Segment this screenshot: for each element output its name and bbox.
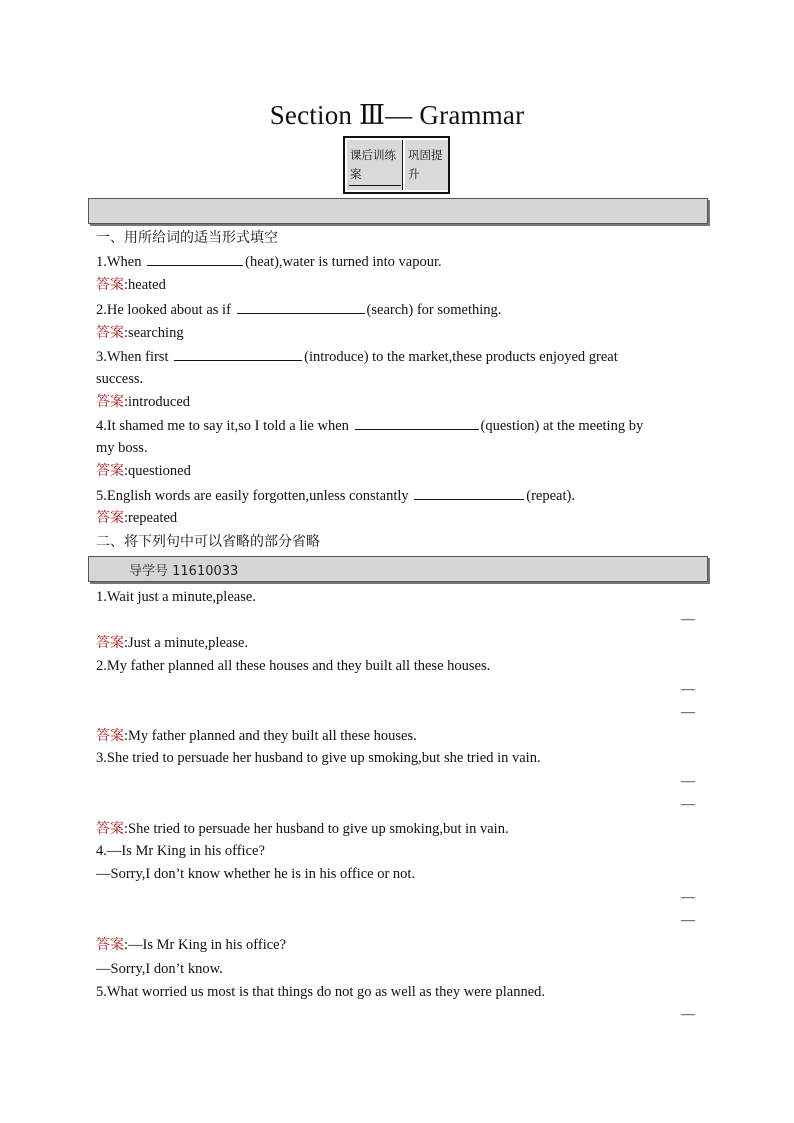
p2-answer-3	[96, 820, 509, 838]
question-3-cont: success.	[96, 371, 144, 387]
question-number: 2	[96, 302, 104, 318]
question-number: 5	[96, 984, 104, 1000]
question-number: 1	[96, 589, 104, 605]
question-text: .English words are easily forgotten,unless constantly	[103, 488, 409, 504]
answer-1	[96, 276, 166, 294]
question-text: .—Is Mr King in his office?	[103, 843, 265, 859]
question-number: 4	[96, 418, 104, 434]
question-number: 4	[96, 843, 104, 859]
answer-label: 答案	[96, 635, 124, 651]
question-text: .She tried to persuade her husband to give up smoking,but she tried in vain.	[103, 750, 541, 766]
answer-label: 答案	[96, 394, 124, 410]
answer-text: :heated	[124, 277, 166, 293]
answer-blank[interactable]	[237, 300, 365, 314]
answer-text: :—Is Mr King in his office?	[124, 937, 287, 953]
p2-answer-4	[96, 936, 286, 954]
answer-label: 答案	[96, 821, 124, 837]
question-4	[96, 416, 643, 435]
answer-blank[interactable]	[174, 347, 302, 361]
question-2	[96, 300, 501, 319]
answer-3	[96, 393, 190, 411]
answer-2	[96, 324, 184, 342]
answer-5	[96, 509, 177, 527]
answer-text: :searching	[124, 325, 184, 341]
answer-label: 答案	[96, 728, 124, 744]
question-number: 1	[96, 254, 104, 270]
p2-question-3	[96, 749, 541, 767]
question-number: 5	[96, 488, 104, 504]
question-text: .When first	[103, 349, 169, 365]
question-hint: (search) for something.	[366, 302, 502, 318]
question-text: .It shamed me to say it,so I told a lie when	[103, 418, 349, 434]
answer-line-dash: —	[681, 705, 695, 720]
p2-question-2	[96, 657, 490, 675]
question-4-cont: my boss.	[96, 440, 148, 456]
answer-text: :She tried to persuade her husband to give up smoking,but in vain.	[124, 821, 509, 837]
answer-text: :introduced	[124, 394, 191, 410]
question-3	[96, 347, 618, 366]
answer-label: 答案	[96, 325, 124, 341]
section-tag	[343, 136, 450, 194]
question-number: 3	[96, 349, 104, 365]
answer-blank[interactable]	[147, 252, 243, 266]
question-5	[96, 486, 575, 505]
question-text: .He looked about as if	[103, 302, 231, 318]
answer-line-dash: —	[681, 682, 695, 697]
question-hint: (introduce) to the market,these products enjoyed great	[304, 349, 618, 365]
p2-answer-1	[96, 634, 248, 652]
answer-line-dash: —	[681, 612, 695, 627]
answer-label: 答案	[96, 277, 124, 293]
answer-text: :Just a minute,please.	[124, 635, 249, 651]
answer-line-dash: —	[681, 1007, 695, 1022]
guide-bar	[88, 556, 708, 582]
tag-underline	[349, 185, 401, 186]
answer-label: 答案	[96, 510, 124, 526]
tag-cell-homework: 课后训练案	[347, 140, 403, 190]
p2-answer-2	[96, 727, 417, 745]
question-text: .My father planned all these houses and they built all these houses.	[103, 658, 491, 674]
tag-cell-consolidate: 巩固提升	[405, 140, 448, 190]
p2-answer-4-line2: —Sorry,I don’t know.	[96, 961, 223, 977]
answer-text: :My father planned and they built all these houses.	[124, 728, 417, 744]
question-text: .Wait just a minute,please.	[103, 589, 256, 605]
question-1	[96, 252, 442, 271]
answer-blank[interactable]	[414, 486, 524, 500]
p2-question-5	[96, 983, 545, 1001]
answer-line-dash: —	[681, 774, 695, 789]
answer-blank[interactable]	[355, 416, 479, 430]
question-hint: (repeat).	[526, 488, 575, 504]
answer-line-dash: —	[681, 913, 695, 928]
p2-question-4-line2: —Sorry,I don’t know whether he is in his office or not.	[96, 866, 416, 882]
answer-line-dash: —	[681, 890, 695, 905]
answer-label: 答案	[96, 937, 124, 953]
question-number: 3	[96, 750, 104, 766]
part2-heading: 二、将下列句中可以省略的部分省略	[96, 534, 320, 550]
p2-question-4	[96, 842, 265, 860]
answer-label: 答案	[96, 463, 124, 479]
part1-heading: 一、用所给词的适当形式填空	[96, 230, 278, 246]
header-bar	[88, 198, 708, 224]
question-number: 2	[96, 658, 104, 674]
question-hint: (question) at the meeting by	[480, 418, 644, 434]
page-title: Section Ⅲ— Grammar	[269, 100, 525, 130]
question-text: .What worried us most is that things do not go as well as they were planned.	[103, 984, 546, 1000]
answer-4	[96, 462, 191, 480]
question-hint: (heat),water is turned into vapour.	[245, 254, 442, 270]
question-text: .When	[103, 254, 142, 270]
guide-number: 导学号 11610033	[129, 564, 239, 579]
p2-question-1	[96, 588, 256, 606]
answer-text: :repeated	[124, 510, 178, 526]
answer-line-dash: —	[681, 797, 695, 812]
answer-text: :questioned	[124, 463, 191, 479]
